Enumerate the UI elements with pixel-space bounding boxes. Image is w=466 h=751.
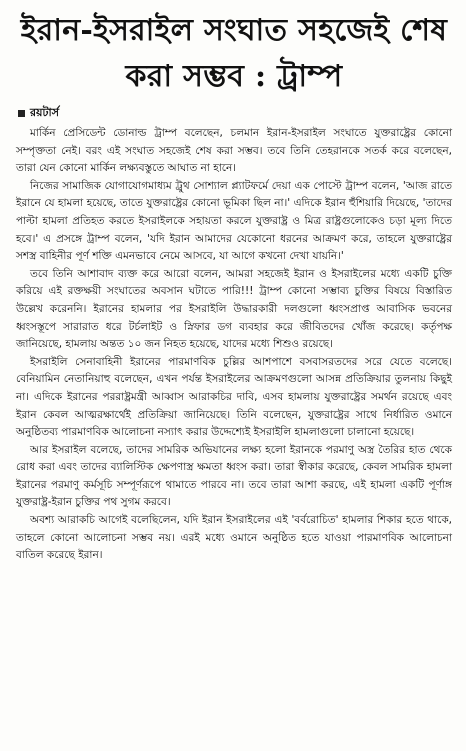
byline-row bbox=[18, 104, 452, 123]
byline: রয়টার্স bbox=[30, 106, 59, 119]
paragraph-3: তবে তিনি আশাবাদ ব্যক্ত করে আরো বলেন, আমরা সহজেই ইরান ও ইসরাইলের মধ্যে একটি চুক্তি করিয়ে এই রক্তক্ষয়ী সংঘাতের অবসান ঘটাতে পারি!!! ট্রাম্প কোনো সম্ভাব্য চুক্তির বিষয়ে বিস্তারিত উল্লেখ করেননি। ইরানের হামলার পর ইসরাইলি উদ্ধারকারী দলগুলো ধ্বংসপ্রাপ্ত আবাসিক ভবনের ধ্বংসস্তূপে সারারাত ধরে টর্চলাইট ও স্নিফার ডগ ব্যবহার করে জীবিতদের খোঁজ করেছে। কর্তৃপক্ষ জানিয়েছে, হামলায় অন্তত ১০ জন নিহত হয়েছে, যাদের মধ্যে শিশুও রয়েছে। bbox=[16, 267, 452, 351]
paragraph-1: মার্কিন প্রেসিডেন্ট ডোনাল্ড ট্রাম্প বলেছেন, চলমান ইরান-ইসরাইল সংঘাতে যুক্তরাষ্ট্রের কোনো সম্পৃক্ততা নেই। বরং এই সংঘাত সহজেই শেষ করা সম্ভব। তবে তিনি তেহরানকে সতর্ক করে বলেছেন, তারা যেন কোনো মার্কিন লক্ষ্যবস্তুতে আঘাত না হানে। bbox=[16, 127, 452, 175]
paragraph-6: অবশ্য আরাকচি আগেই বলেছিলেন, যদি ইরান ইসরাইলের এই 'বর্বরোচিত' হামলার শিকার হতে থাকে, তাহলে কোনো আলোচনা সম্ভব নয়। এরই মধ্যে ওমানে অনুষ্ঠিত হতে যাওয়া পারমাণবিক আলোচনা বাতিল করেছে ইরান। bbox=[16, 514, 452, 562]
headline: ইরান-ইসরাইল সংঘাত সহজেই শেষ করা সম্ভব : ট্রাম্প bbox=[20, 13, 448, 94]
bullet-square-icon bbox=[18, 110, 25, 117]
paragraph-2: নিজের সামাজিক যোগাযোগমাধ্যম ট্রুথ সোশ্যাল প্ল্যাটফর্মে দেয়া এক পোস্টে ট্রাম্প বলেন, 'আজ রাতে ইরানে যে হামলা হয়েছে, তাতে যুক্তরাষ্ট্রের কোনো ভূমিকা ছিল না।' এদিকে ইরান হুঁশিয়ারি দিয়েছে, 'তাদের পাল্টা হামলা প্রতিহত করতে ইসরাইলকে সহায়তা করলে যুক্তরাষ্ট্র ও মিত্র রাষ্ট্রগুলোকেও চড়া মূল্য দিতে হবে।' এ প্রসঙ্গে ট্রাম্প বলেন, 'যদি ইরান আমাদের যেকোনো ধরনের আক্রমণ করে, তাহলে যুক্তরাষ্ট্রের সশস্ত্র বাহিনীর পূর্ণ শক্তি এমনভাবে নেমে আসবে, যা আগে কখনো দেখা যায়নি।' bbox=[16, 179, 452, 263]
paragraph-4: ইসরাইলি সেনাবাহিনী ইরানের পারমাণবিক চুল্লির আশপাশে বসবাসরতদের সরে যেতে বলেছে। বেনিয়ামিন নেতানিয়াহু বলেছেন, এখন পর্যন্ত ইসরাইলের আক্রমণগুলো আসন্ন প্রতিক্রিয়ার তুলনায় কিছুই না। এদিকে ইরানের পররাষ্ট্রমন্ত্রী আব্বাস আরাকচির দাবি, এসব হামলায় যুক্তরাষ্ট্রের সমর্থন রয়েছে এবং ইরান কেবল আত্মরক্ষার্থেই প্রতিক্রিয়া জানিয়েছে। তিনি বলেছেন, যুক্তরাষ্ট্রের সাথে নির্ধারিত ওমানে অনুষ্ঠিতব্য পারমাণবিক আলোচনা নস্যাৎ করার উদ্দেশ্যেই ইসরাইলি হামলাগুলো চালানো হয়েছে। bbox=[16, 355, 452, 439]
article-body bbox=[16, 125, 452, 565]
paragraph-5: আর ইসরাইল বলেছে, তাদের সামরিক অভিযানের লক্ষ্য হলো ইরানকে পরমাণু অস্ত্র তৈরির হাত থেকে রোধ করা এবং তাদের ব্যালিস্টিক ক্ষেপণাস্ত্র ক্ষমতা ধ্বংস করা। তারা স্বীকার করেছে, কেবল সামরিক হামলা ইরানের পরমাণু কর্মসূচি সম্পূর্ণরূপে থামাতে পারবে না। তবে তারা আশা করছে, এই হামলা একটি পূর্ণাঙ্গ যুক্তরাষ্ট্র-ইরান চুক্তির পথ সুগম করবে। bbox=[16, 443, 452, 509]
